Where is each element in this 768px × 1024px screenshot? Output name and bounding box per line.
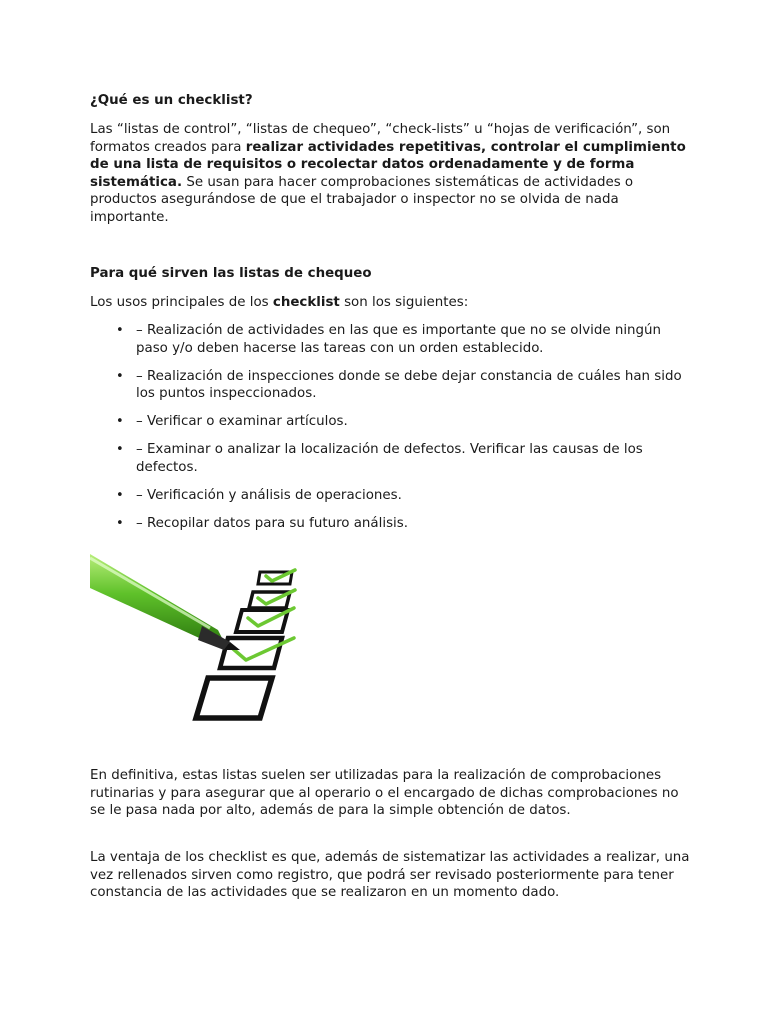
pen-icon <box>90 554 240 650</box>
list-item-text: – Recopilar datos para su futuro análisis. <box>136 515 408 531</box>
heading-que-es: ¿Qué es un checklist? <box>90 93 253 108</box>
list-item <box>90 441 690 476</box>
bullet-dot: • <box>116 515 124 531</box>
list-item-text: – Realización de inspecciones donde se debe dejar constancia de cuáles han sido los puntos inspeccionados. <box>136 368 682 401</box>
list-item <box>90 413 690 431</box>
checkbox-icon <box>196 678 272 718</box>
bullet-dot: • <box>116 323 124 338</box>
list-item-text: – Verificación y análisis de operaciones. <box>136 487 402 503</box>
intro-text-1: Las “listas de control”, “listas de chequeo”, “check-lists” u “hojas de verificación”, son formatos creados para <box>90 122 671 155</box>
intro-text-2: Se usan para hacer comprobaciones sistemáticas de actividades o productos asegurándose de que el trabajador o inspector no se olvida de nada importante. <box>90 174 634 225</box>
paragraph-en-definitiva: En definitiva, estas listas suelen ser utilizadas para la realización de comprobaciones rutinarias y para asegurar que al operario o el encargado de dichas comprobaciones no se le pasa nada por alto, además de para la simple obtención de datos. <box>90 768 679 818</box>
bullet-dot: • <box>116 368 124 384</box>
bullet-dot: • <box>116 442 124 457</box>
uses-intro-text-2: son los siguientes: <box>339 295 469 310</box>
intro-paragraph <box>90 121 690 226</box>
bullet-dot: • <box>116 414 124 429</box>
list-item <box>90 322 690 357</box>
uses-intro-text-1: Los usos principales de los <box>90 295 273 310</box>
uses-intro-bold: checklist <box>272 295 340 310</box>
paragraph-ventaja: La ventaja de los checklist es que, además de sistematizar las actividades a realizar, una vez rellenados sirven como registro, que podrá ser revisado posteriormente para tener constancia de las actividades que se realizaron en un momento dado. <box>90 850 690 900</box>
list-item <box>90 487 690 505</box>
intro-bold: realizar actividades repetitivas, controlar el cumplimiento de una lista de requisitos o recolectar datos ordenadamente y de forma sistemática. <box>90 139 686 190</box>
uses-list <box>90 322 690 543</box>
list-item <box>90 515 690 533</box>
uses-intro <box>90 294 690 312</box>
heading-para-que: Para qué sirven las listas de chequeo <box>90 266 372 281</box>
list-item-text: – Verificar o examinar artículos. <box>136 414 348 429</box>
bullet-dot: • <box>116 487 124 503</box>
checklist-pen-illustration <box>90 546 320 756</box>
list-item <box>90 368 690 403</box>
list-item-text: – Realización de actividades en las que es importante que no se olvide ningún paso y/o deben hacerse las tareas con un orden establecido. <box>136 323 661 356</box>
list-item-text: – Examinar o analizar la localización de defectos. Verificar las causas de los defectos. <box>136 442 643 475</box>
